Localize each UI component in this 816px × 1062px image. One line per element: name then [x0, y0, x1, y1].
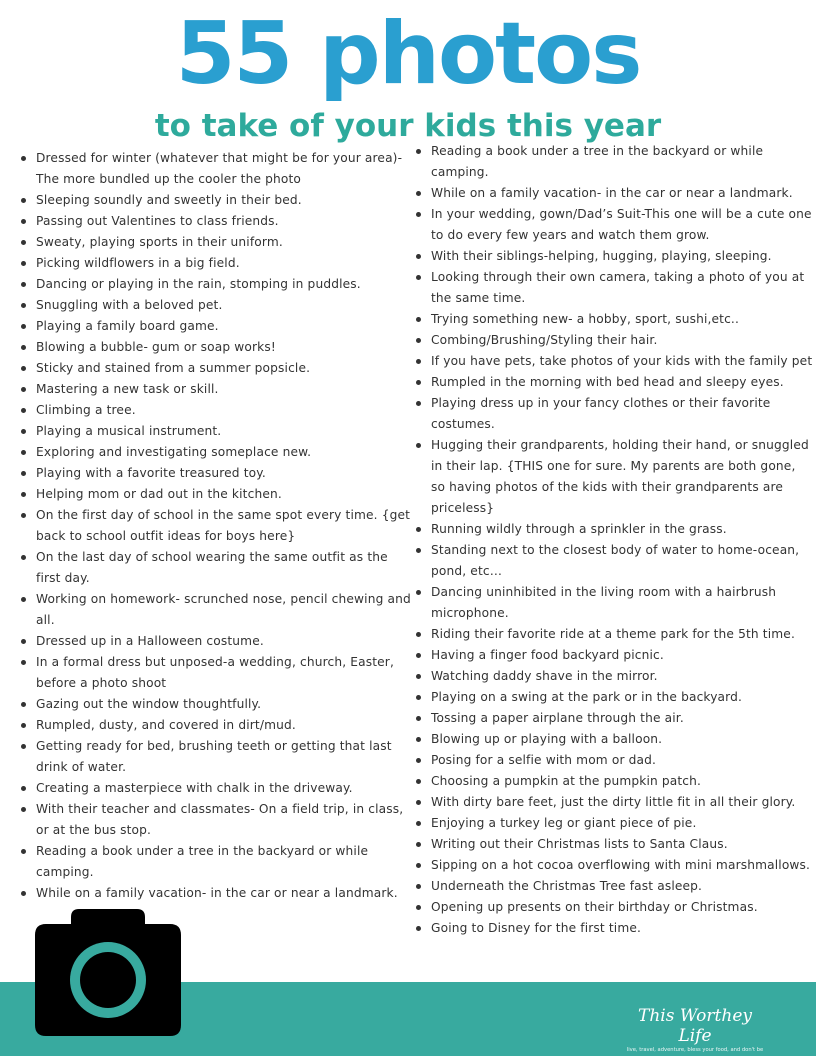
list-item: Rumpled, dusty, and covered in dirt/mud. [20, 715, 412, 736]
list-item: Sipping on a hot cocoa overflowing with mini marshmallows. [415, 855, 813, 876]
list-item: Looking through their own camera, taking a photo of you at the same time. [415, 267, 813, 309]
brand-logo [620, 1006, 770, 1062]
list-item: Dancing or playing in the rain, stomping in puddles. [20, 274, 412, 295]
list-item: Getting ready for bed, brushing teeth or getting that last drink of water. [20, 736, 412, 778]
list-item: With dirty bare feet, just the dirty little fit in all their glory. [415, 792, 813, 813]
list-item: Exploring and investigating someplace new. [20, 442, 412, 463]
list-item: Choosing a pumpkin at the pumpkin patch. [415, 771, 813, 792]
list-item: Playing dress up in your fancy clothes or their favorite costumes. [415, 393, 813, 435]
list-item: Creating a masterpiece with chalk in the driveway. [20, 778, 412, 799]
list-item: Enjoying a turkey leg or giant piece of pie. [415, 813, 813, 834]
page-subtitle: to take of your kids this year [154, 108, 662, 144]
list-item: Underneath the Christmas Tree fast asleep. [415, 876, 813, 897]
list-item: Working on homework- scrunched nose, pencil chewing and all. [20, 589, 412, 631]
list-item: Sweaty, playing sports in their uniform. [20, 232, 412, 253]
list-item: With their siblings-helping, hugging, playing, sleeping. [415, 246, 813, 267]
list-item: Posing for a selfie with mom or dad. [415, 750, 813, 771]
list-item: With their teacher and classmates- On a field trip, in class, or at the bus stop. [20, 799, 412, 841]
brand-tagline: live, travel, adventure, bless your food, and don't be sorry [626, 1047, 764, 1061]
list-item: Tossing a paper airplane through the air. [415, 708, 813, 729]
list-item: Opening up presents on their birthday or Christmas. [415, 897, 813, 918]
list-item: Hugging their grandparents, holding their hand, or snuggled in their lap. {THIS one for sure. My parents are both gone, so having photos of the kids with their grandparents are priceless} [415, 435, 813, 519]
list-item: On the last day of school wearing the same outfit as the first day. [20, 547, 412, 589]
list-item: Combing/Brushing/Styling their hair. [415, 330, 813, 351]
list-item: Passing out Valentines to class friends. [20, 211, 412, 232]
list-item: In your wedding, gown/Dad’s Suit-This one will be a cute one to do every few years and watch them grow. [415, 204, 813, 246]
list-item: Standing next to the closest body of water to home-ocean, pond, etc… [415, 540, 813, 582]
list-item: Playing with a favorite treasured toy. [20, 463, 412, 484]
list-item: Riding their favorite ride at a theme park for the 5th time. [415, 624, 813, 645]
list-item: Writing out their Christmas lists to Santa Claus. [415, 834, 813, 855]
brand-name: This Worthey Life [638, 1006, 752, 1046]
list-item: While on a family vacation- in the car or near a landmark. [20, 883, 412, 904]
list-item: Trying something new- a hobby, sport, sushi,etc.. [415, 309, 813, 330]
list-item: Rumpled in the morning with bed head and sleepy eyes. [415, 372, 813, 393]
photo-list-left [20, 148, 412, 904]
list-item: Playing a musical instrument. [20, 421, 412, 442]
list-item: Going to Disney for the first time. [415, 918, 813, 939]
list-item: On the first day of school in the same spot every time. {get back to school outfit ideas for boys here} [20, 505, 412, 547]
list-item: Helping mom or dad out in the kitchen. [20, 484, 412, 505]
list-item: Dressed for winter (whatever that might be for your area)- The more bundled up the cooler the photo [20, 148, 412, 190]
page-title: 55 photos [175, 4, 641, 104]
list-item: Blowing up or playing with a balloon. [415, 729, 813, 750]
list-item: Gazing out the window thoughtfully. [20, 694, 412, 715]
list-item: Sticky and stained from a summer popsicle. [20, 358, 412, 379]
list-item: Reading a book under a tree in the backyard or while camping. [415, 141, 813, 183]
photo-list-right [415, 141, 813, 939]
list-item: Reading a book under a tree in the backyard or while camping. [20, 841, 412, 883]
list-item: Having a finger food backyard picnic. [415, 645, 813, 666]
list-item: In a formal dress but unposed-a wedding, church, Easter, before a photo shoot [20, 652, 412, 694]
list-item: If you have pets, take photos of your kids with the family pet [415, 351, 813, 372]
list-item: Watching daddy shave in the mirror. [415, 666, 813, 687]
list-item: Dancing uninhibited in the living room with a hairbrush microphone. [415, 582, 813, 624]
list-item: Climbing a tree. [20, 400, 412, 421]
list-item: Blowing a bubble- gum or soap works! [20, 337, 412, 358]
list-item: Running wildly through a sprinkler in the grass. [415, 519, 813, 540]
camera-icon [33, 907, 183, 1038]
list-item: Mastering a new task or skill. [20, 379, 412, 400]
list-item: Snuggling with a beloved pet. [20, 295, 412, 316]
list-item: Sleeping soundly and sweetly in their bed. [20, 190, 412, 211]
list-item: While on a family vacation- in the car or near a landmark. [415, 183, 813, 204]
list-item: Playing a family board game. [20, 316, 412, 337]
list-item: Playing on a swing at the park or in the backyard. [415, 687, 813, 708]
list-item: Picking wildflowers in a big field. [20, 253, 412, 274]
list-item: Dressed up in a Halloween costume. [20, 631, 412, 652]
camera-lens [80, 952, 136, 1008]
